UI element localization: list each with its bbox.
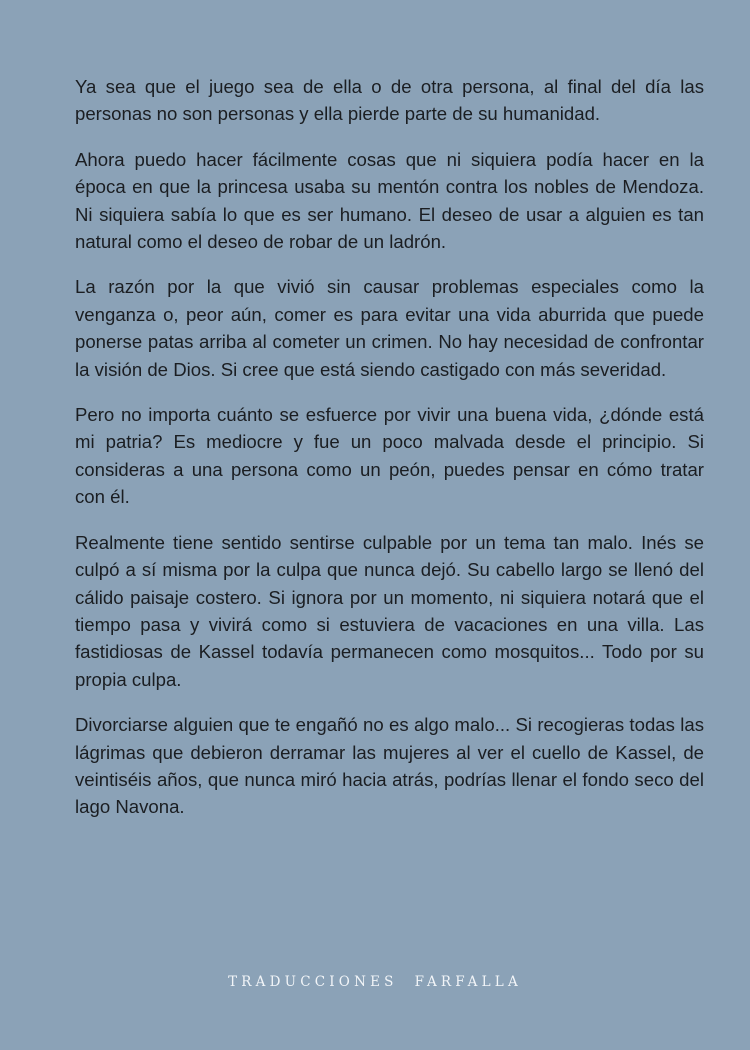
paragraph: Pero no importa cuánto se esfuerce por vivir una buena vida, ¿dónde está mi patria? Es mediocre y fue un poco malvada desde el principio. Si consideras a una persona como un peón, puedes pensar en cómo tratar con él.	[75, 404, 704, 508]
paragraph: La razón por la que vivió sin causar problemas especiales como la venganza o, peor aún, comer es para evitar una vida aburrida que puede ponerse patas arriba al cometer un crimen. No hay necesidad de confrontar la visión de Dios. Si cree que está siendo castigado con más severidad.	[75, 276, 704, 380]
paragraph: Ya sea que el juego sea de ella o de otra persona, al final del día las personas no son personas y ella pierde parte de su humanidad.	[75, 76, 704, 125]
body-text	[75, 73, 704, 839]
paragraph: Ahora puedo hacer fácilmente cosas que ni siquiera podía hacer en la época en que la princesa usaba su mentón contra los nobles de Mendoza. Ni siquiera sabía lo que es ser humano. El deseo de usar a alguien es tan natural como el deseo de robar de un ladrón.	[75, 148, 704, 253]
paragraph: Realmente tiene sentido sentirse culpable por un tema tan malo. Inés se culpó a sí misma por la culpa que nunca dejó. Su cabello largo se llenó del cálido paisaje costero. Si ignora por un momento, ni siquiera notará que el tiempo pasa y vivirá como si estuviera de vacaciones en una villa. Las fastidiosas de Kassel todavía permanecen como mosquitos... Todo por su propia culpa.	[75, 531, 704, 690]
footer-credit: TRADUCCIONES FARFALLA	[228, 974, 522, 990]
paragraph: Divorciarse alguien que te engañó no es algo malo... Si recogieras todas las lágrimas que debieron derramar las mujeres al ver el cuello de Kassel, de veintiséis años, que nunca miró hacia atrás, podrías llenar el fondo seco del lago Navona.	[75, 714, 704, 818]
